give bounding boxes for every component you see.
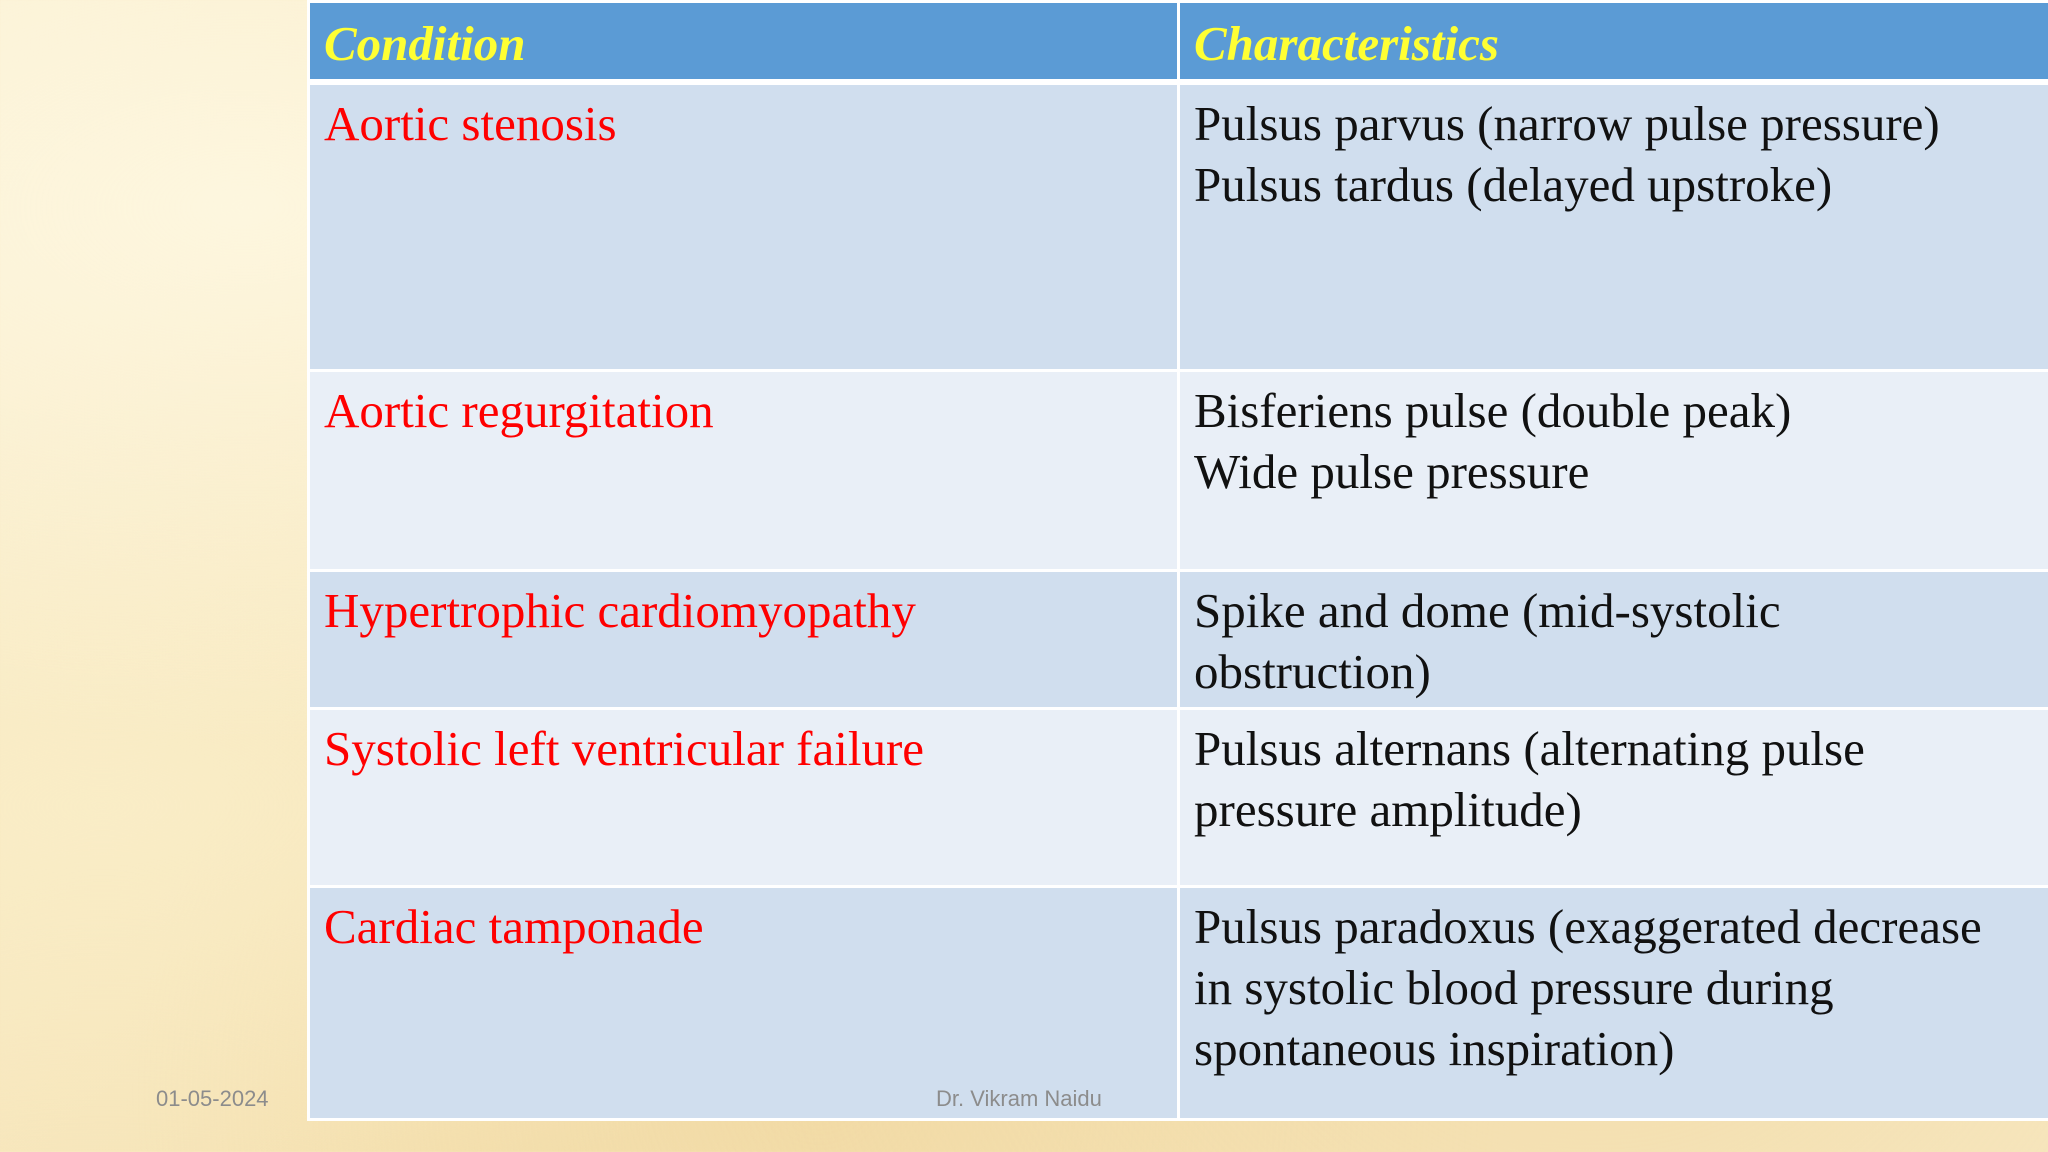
condition-cell: Cardiac tamponade [309, 886, 1179, 1119]
condition-cell: Systolic left ventricular failure [309, 708, 1179, 886]
pulse-characteristics-table [307, 0, 2048, 1121]
characteristics-cell [1179, 82, 2048, 370]
footer-date: 01-05-2024 [156, 1086, 269, 1111]
header-characteristics: Characteristics [1179, 2, 2048, 83]
condition-cell: Hypertrophic cardiomyopathy [309, 570, 1179, 708]
characteristics-cell [1179, 886, 2048, 1119]
table-row [309, 708, 2048, 886]
characteristics-cell [1179, 370, 2048, 570]
characteristics-line: obstruction) [1194, 643, 1431, 699]
characteristics-line: Spike and dome (mid-systolic [1194, 582, 1781, 638]
characteristics-line: spontaneous inspiration) [1194, 1020, 1675, 1076]
characteristics-line: in systolic blood pressure during [1194, 959, 1834, 1015]
characteristics-line: Pulsus parvus (narrow pulse pressure) [1194, 96, 1940, 151]
characteristics-line: Pulsus alternans (alternating pulse [1194, 720, 1865, 776]
table-row [309, 886, 2048, 1119]
condition-cell: Aortic stenosis [309, 82, 1179, 370]
footer-author: Dr. Vikram Naidu [936, 1086, 1102, 1111]
table-row [309, 570, 2048, 708]
header-condition: Condition [309, 2, 1179, 83]
characteristics-line: Bisferiens pulse (double peak) [1194, 382, 1792, 438]
characteristics-line: Pulsus paradoxus (exaggerated decrease [1194, 898, 1982, 954]
characteristics-line: Pulsus tardus (delayed upstroke) [1194, 157, 1833, 212]
table-header-row [309, 2, 2048, 83]
characteristics-line: pressure amplitude) [1194, 781, 1582, 837]
condition-cell: Aortic regurgitation [309, 370, 1179, 570]
table-row [309, 82, 2048, 370]
table-row [309, 370, 2048, 570]
characteristics-line: Wide pulse pressure [1194, 443, 1590, 499]
characteristics-cell [1179, 708, 2048, 886]
characteristics-cell [1179, 570, 2048, 708]
